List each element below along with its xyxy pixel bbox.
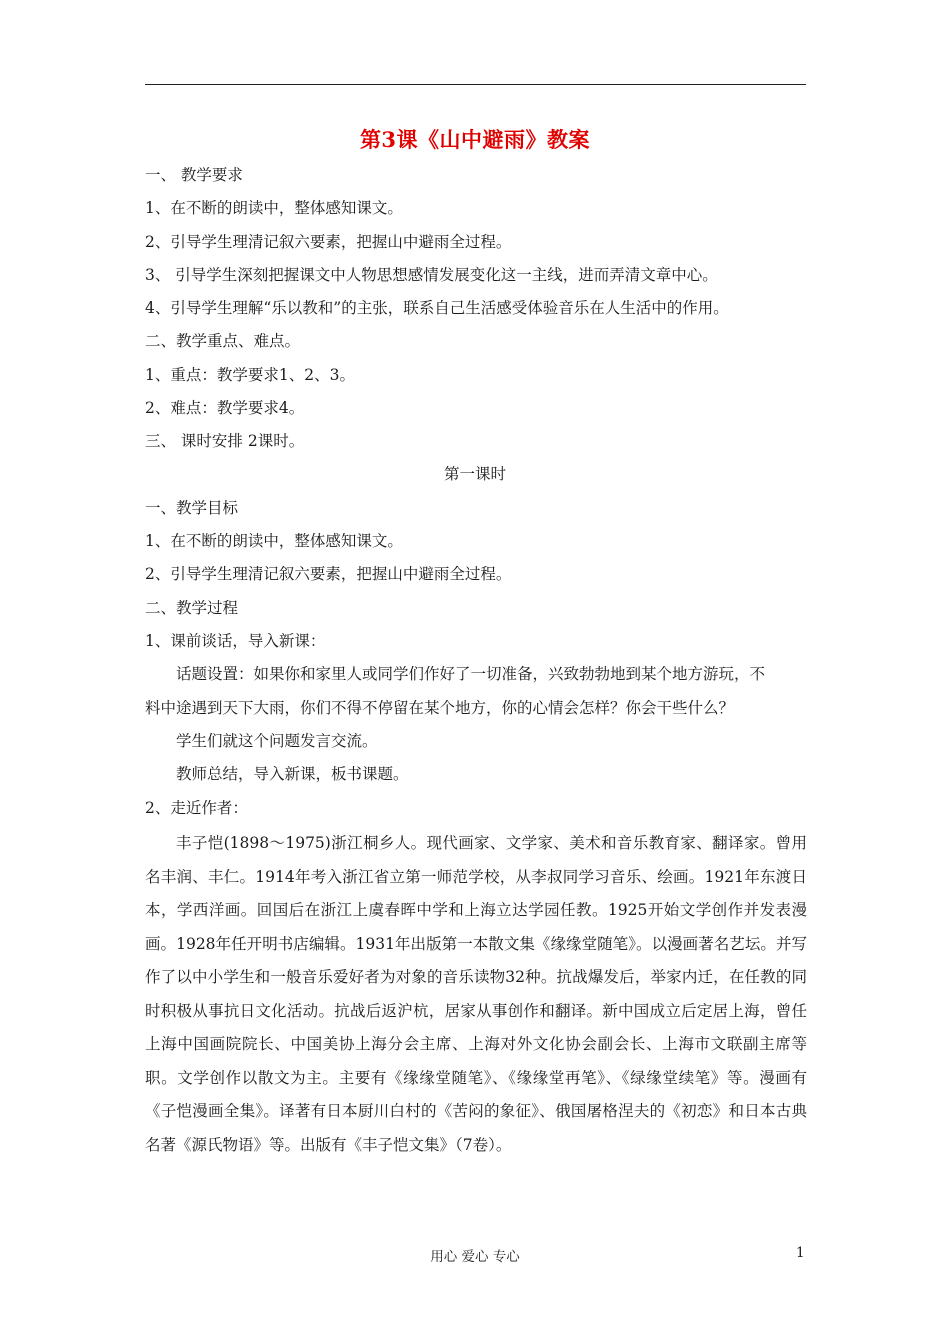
section-heading-requirements: 一、 教学要求 xyxy=(145,166,243,184)
page-number: 1 xyxy=(796,1245,805,1261)
lesson-title: 第3课《山中避雨》教案 xyxy=(359,127,591,152)
section-heading-key-points: 二、教学重点、难点。 xyxy=(145,332,301,350)
lesson-one-heading: 第一课时 xyxy=(443,465,506,483)
requirement-3: 3、 引导学生深刻把握课文中人物思想感情发展变化这一主线，进而弄清文章中心。 xyxy=(145,266,718,284)
student-discussion: 学生们就这个问题发言交流。 xyxy=(176,732,378,750)
footer-slogan: 用心 爱心 专心 xyxy=(430,1249,520,1265)
step-intro-talk: 1、课前谈话，导入新课： xyxy=(145,632,326,650)
section-heading-schedule: 三、 课时安排 2课时。 xyxy=(145,432,305,450)
objective-1: 1、在不断的朗读中，整体感知课文。 xyxy=(145,532,403,550)
section-heading-objectives: 一、教学目标 xyxy=(145,499,239,517)
topic-setting-line-1: 话题设置：如果你和家里人或同学们作好了一切准备，兴致勃勃地到某个地方游玩，不 xyxy=(176,665,766,683)
objective-2: 2、引导学生理清记叙六要素，把握山中避雨全过程。 xyxy=(145,565,512,583)
header-rule xyxy=(145,84,806,85)
author-biography-paragraph: 丰子恺(1898～1975)浙江桐乡人。现代画家、文学家、美术和音乐教育家、翻译家。曾用名丰润、丰仁。1914年考入浙江省立第一师范学校，从李叔同学习音乐、绘画。1921年东渡日本，学西洋画。回国后在浙江上虞春晖中学和上海立达学园任教。1925开始文学创作并发表漫画。1928年任开明书店编辑。1931年出版第一本散文集《缘缘堂随笔》。以漫画著名艺坛。并写作了以中小学生和一般音乐爱好者为对象的音乐读物32种。抗战爆发后，举家内迁，在任教的同时积极从事抗日文化活动。抗战后返沪杭，居家从事创作和翻译。新中国成立后定居上海，曾任上海中国画院院长、中国美协上海分会主席、上海对外文化协会副会长、上海市文联副主席等职。文学创作以散文为主。主要有《缘缘堂随笔》、《缘缘堂再笔》、《绿缘堂续笔》等。漫画有《子恺漫画全集》。译著有日本厨川白村的《苦闷的象征》、俄国屠格涅夫的《初恋》和日本古典名著《源氏物语》等。出版有《丰子恺文集》（7卷）。 xyxy=(145,834,807,1154)
key-point: 1、重点：教学要求1、2、3。 xyxy=(145,366,355,384)
difficult-point: 2、难点：教学要求4。 xyxy=(145,399,305,417)
requirement-1: 1、在不断的朗读中，整体感知课文。 xyxy=(145,199,403,217)
topic-setting-line-2: 料中途遇到天下大雨，你们不得不停留在某个地方，你的心情会怎样？你会干些什么？ xyxy=(145,699,735,717)
requirement-2: 2、引导学生理清记叙六要素，把握山中避雨全过程。 xyxy=(145,233,512,251)
teacher-summary: 教师总结，导入新课，板书课题。 xyxy=(176,765,409,783)
requirement-4: 4、引导学生理解“乐以教和”的主张，联系自己生活感受体验音乐在人生活中的作用。 xyxy=(145,299,729,317)
step-author-intro: 2、走近作者： xyxy=(145,799,248,817)
section-heading-process: 二、教学过程 xyxy=(145,599,239,617)
